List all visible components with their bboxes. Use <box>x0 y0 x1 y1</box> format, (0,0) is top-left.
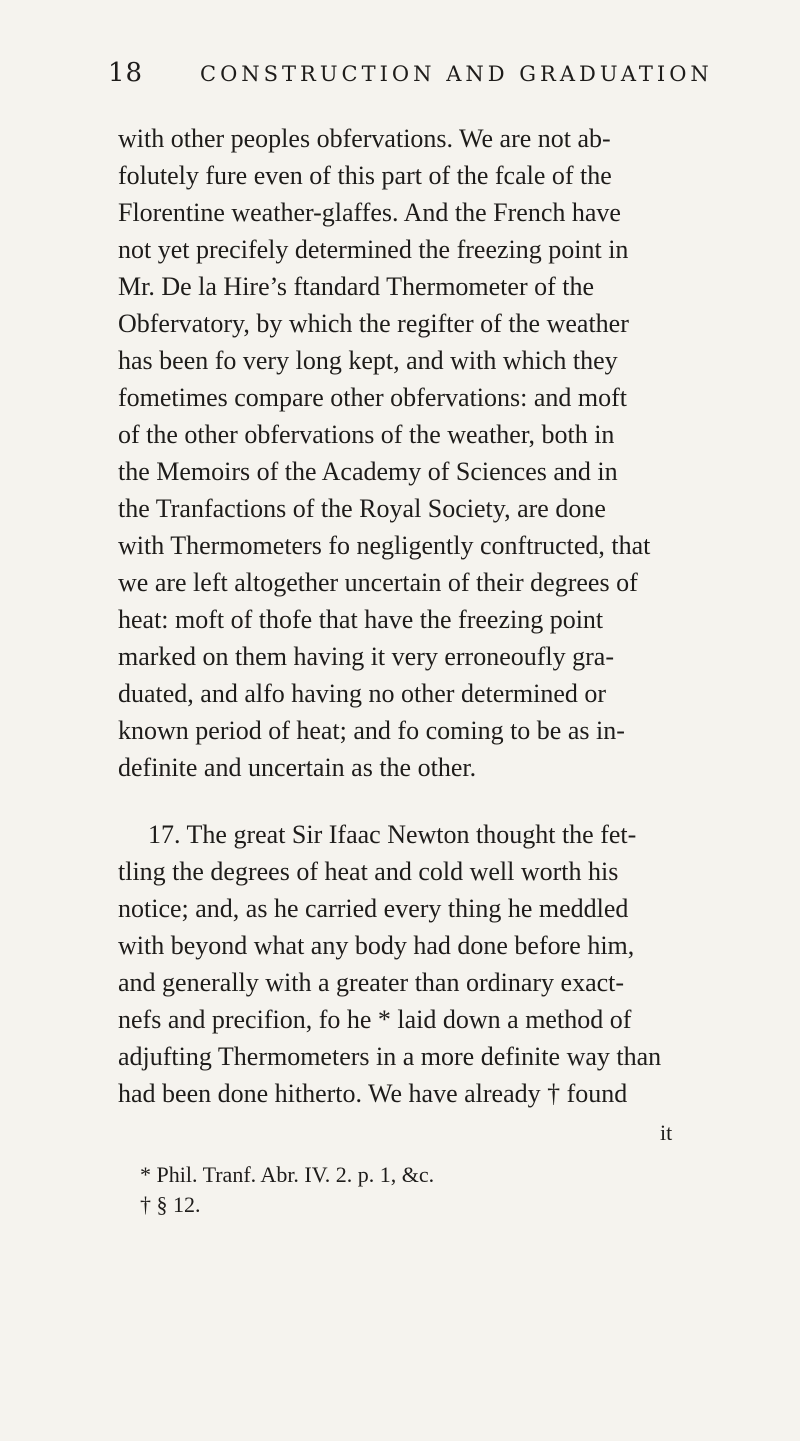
text-line: heat: moft of thofe that have the freezing point <box>118 605 604 634</box>
text-line: fometimes compare other obfervations: and moft <box>118 383 628 412</box>
catchword: it <box>660 1120 673 1145</box>
footnote: * Phil. Tranf. Abr. IV. 2. p. 1, &c. <box>140 1162 435 1187</box>
text-line: tling the degrees of heat and cold well worth his <box>118 857 619 886</box>
text-line: folutely fure even of this part of the fcale of the <box>118 161 612 190</box>
text-line: with other peoples obfervations. We are not ab- <box>118 124 611 153</box>
text-line: definite and uncertain as the other. <box>118 753 477 782</box>
text-line: nefs and precifion, fo he * laid down a method of <box>118 1005 632 1034</box>
text-line: of the other obfervations of the weather, both in <box>118 420 615 449</box>
page-number: 18 <box>108 58 144 88</box>
running-title: CONSTRUCTION AND GRADUATION <box>200 62 713 86</box>
text-line: has been fo very long kept, and with which they <box>118 346 618 375</box>
footnotes <box>118 1160 434 1220</box>
text-line: Mr. De la Hire’s ftandard Thermometer of the <box>118 272 595 301</box>
text-line: the Memoirs of the Academy of Sciences and in <box>118 457 618 486</box>
text-line: with Thermometers fo negligently conftructed, that <box>118 531 651 560</box>
text-line: with beyond what any body had done before him, <box>118 931 635 960</box>
footnote: † § 12. <box>140 1192 201 1217</box>
text-line: we are left altogether uncertain of their degrees of <box>118 568 638 597</box>
text-line: notice; and, as he carried every thing he meddled <box>118 894 629 923</box>
text-line: Obfervatory, by which the regifter of the weather <box>118 309 629 338</box>
text-line: had been done hitherto. We have already † found <box>118 1079 628 1108</box>
text-line: the Tranfactions of the Royal Society, are done <box>118 494 606 523</box>
text-line: and generally with a greater than ordinary exact- <box>118 968 625 997</box>
text-line: adjufting Thermometers in a more definite way than <box>118 1042 662 1071</box>
text-line: 17. The great Sir Ifaac Newton thought the fet- <box>148 820 637 849</box>
text-line: marked on them having it very erroneoufly gra- <box>118 642 614 671</box>
text-line: duated, and alfo having no other determined or <box>118 679 607 708</box>
page-header <box>108 58 713 98</box>
text-line: known period of heat; and fo coming to be as in- <box>118 716 625 745</box>
text-line: Florentine weather-glaffes. And the French have <box>118 198 621 227</box>
text-line: not yet precifely determined the freezing point in <box>118 235 629 264</box>
